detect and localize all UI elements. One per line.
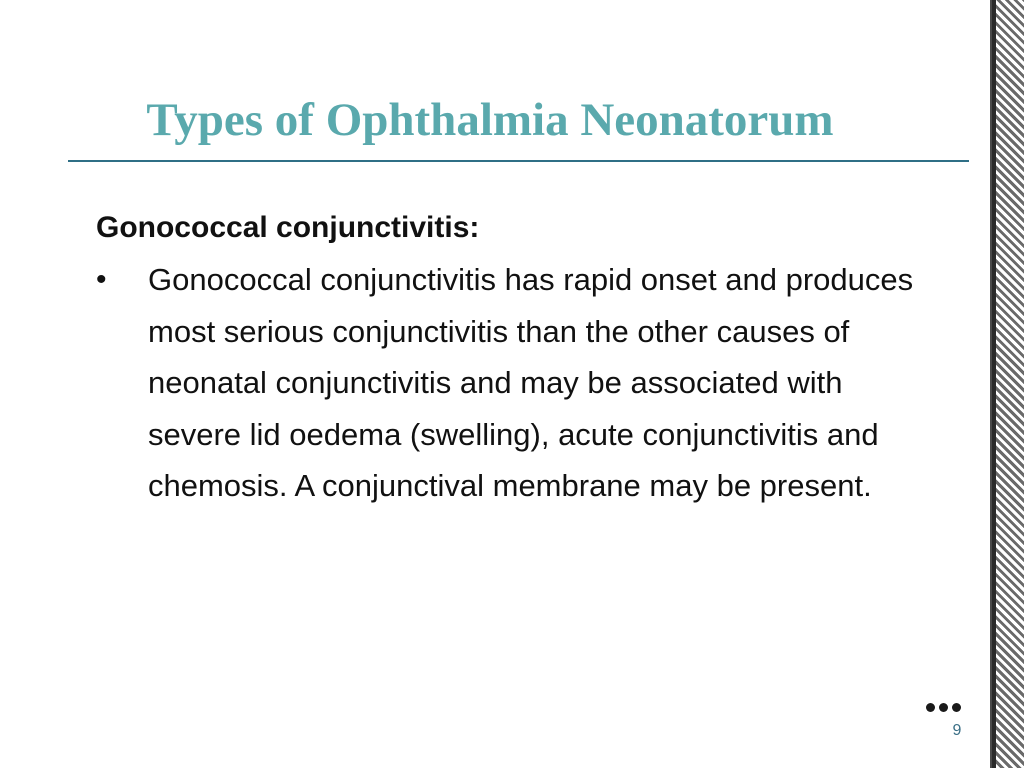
bullet-text: Gonococcal conjunctivitis has rapid onset and produces most serious conjunctivitis than the other causes of neonatal conjunctivitis and may be associated with severe lid oedema (swelling), acute conjunctivitis and chemosis. A conjunctival membrane may be present. — [148, 262, 914, 503]
subheading: Gonococcal conjunctivitis: — [96, 211, 480, 244]
bullet-item — [96, 254, 916, 512]
dot — [952, 703, 961, 712]
title-divider — [68, 160, 969, 162]
page-number: 9 — [952, 722, 962, 739]
slide-title: Types of Ophthalmia Neonatorum — [146, 94, 834, 146]
side-strip-edge — [992, 0, 996, 768]
dot — [939, 703, 948, 712]
slide-content — [96, 202, 916, 512]
more-dots-icon[interactable] — [926, 700, 962, 714]
dot — [926, 703, 935, 712]
bullet-marker: • — [96, 263, 107, 296]
decorative-side-strip — [990, 0, 1024, 768]
